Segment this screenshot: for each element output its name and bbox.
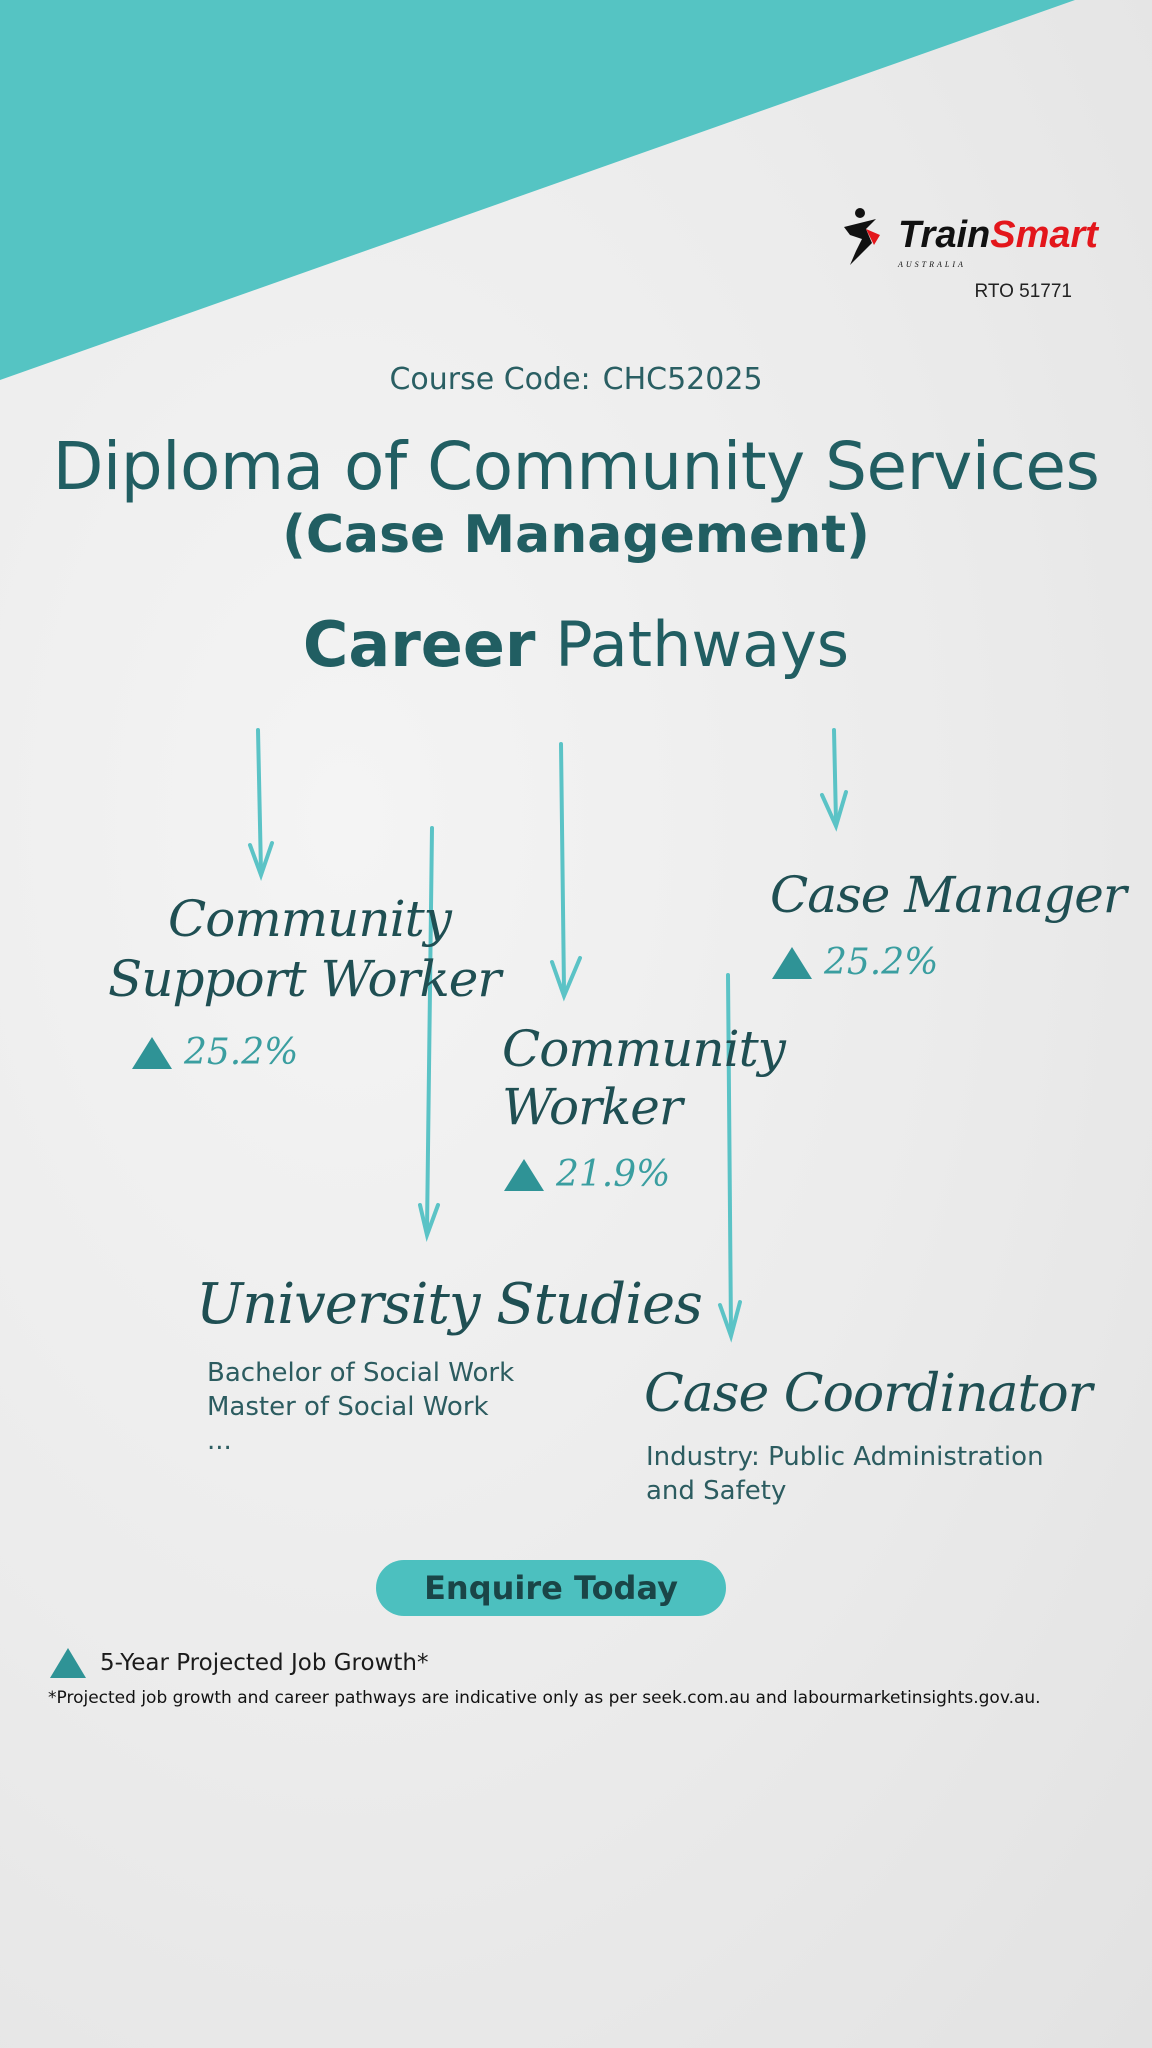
course-subtitle: (Case Management) [282, 505, 870, 565]
community-support-worker-line1: Community [168, 890, 451, 948]
triangle-up-icon [50, 1648, 86, 1678]
university-studies-title: University Studies [196, 1272, 702, 1337]
disclaimer: *Projected job growth and career pathways are indicative only as per seek.com.au and labourmarketinsights.gov.au. [48, 1688, 1041, 1708]
case-manager-title: Case Manager [770, 866, 1126, 924]
triangle-up-icon [132, 1037, 172, 1069]
growth-value: 25.2% [824, 942, 939, 983]
triangle-up-icon [504, 1159, 544, 1191]
legend-label: 5-Year Projected Job Growth* [100, 1650, 429, 1676]
growth-value: 25.2% [184, 1032, 299, 1073]
runner-icon [836, 205, 1098, 275]
case-coordinator-details [646, 1440, 1044, 1508]
growth-legend [50, 1648, 428, 1678]
list-item: ... [207, 1426, 232, 1456]
teal-banner [0, 0, 1152, 400]
course-code-label: Course Code: [389, 362, 591, 397]
career-pathways-heading [0, 608, 1152, 681]
list-item: Master of Social Work [207, 1392, 489, 1422]
course-code-value: CHC52025 [602, 362, 763, 397]
case-coordinator-industry: Industry: Public Administration [646, 1442, 1044, 1472]
logo-text-sub: AUSTRALIA [898, 260, 966, 269]
rto-number: RTO 51771 [974, 281, 1072, 302]
case-coordinator-industry-cont: and Safety [646, 1476, 787, 1506]
case-coordinator-title: Case Coordinator [644, 1364, 1092, 1424]
heading-rest: Pathways [555, 608, 850, 681]
trainsmart-logo [836, 205, 1098, 275]
list-item: Bachelor of Social Work [207, 1358, 515, 1388]
community-worker-line2: Worker [502, 1078, 682, 1136]
growth-value: 21.9% [556, 1154, 671, 1195]
case-manager-growth [772, 942, 938, 983]
community-worker-line1: Community [502, 1020, 785, 1078]
arrow-case-manager [822, 730, 846, 826]
community-worker-growth [504, 1154, 670, 1195]
arrow-community-support-worker [250, 730, 272, 875]
arrow-community-worker [552, 744, 580, 996]
community-support-worker-growth [132, 1032, 298, 1073]
community-support-worker-line2: Support Worker [108, 950, 501, 1008]
logo-text-train: TrainSmart [898, 214, 1098, 256]
heading-bold: Career [302, 608, 536, 681]
course-code [0, 362, 1152, 397]
triangle-up-icon [772, 947, 812, 979]
enquire-today-button[interactable]: Enquire Today [376, 1560, 726, 1616]
university-studies-list [207, 1356, 514, 1458]
course-title: Diploma of Community Services [52, 428, 1100, 505]
